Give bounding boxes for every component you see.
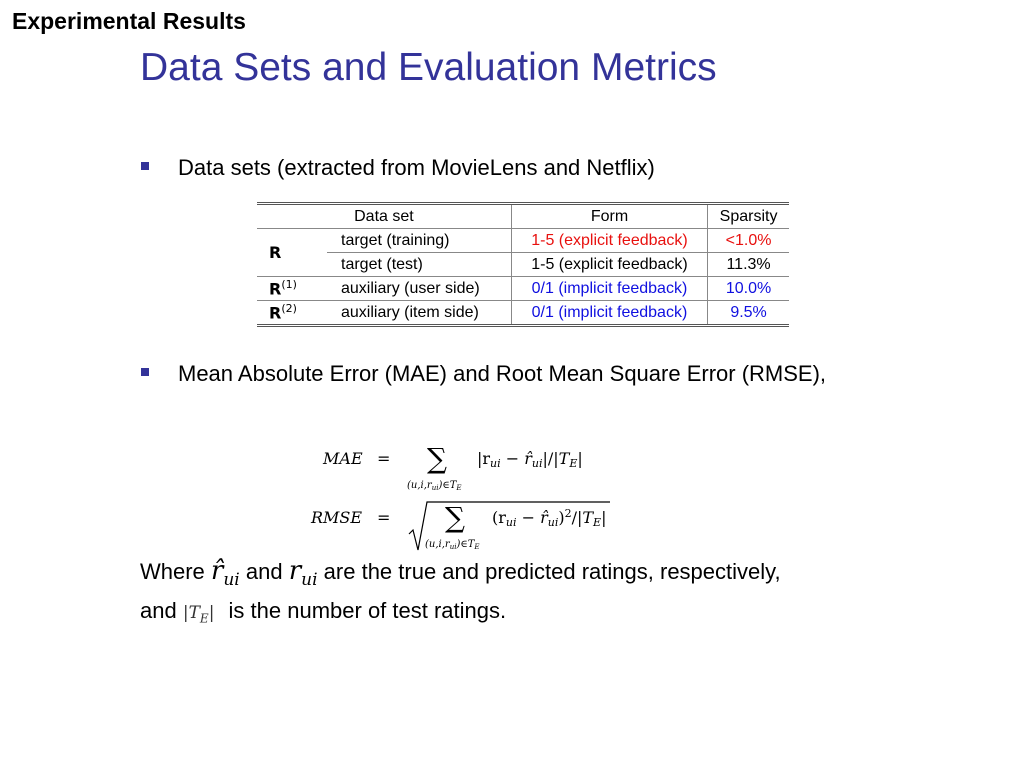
r-symbol: $r_{ui}$ — [288, 556, 318, 591]
data-set-table — [257, 202, 789, 327]
bullet-data-sets — [178, 152, 655, 183]
rmse-sum-subscript: $(u,i,r_{ui})\in T_E$ — [425, 539, 480, 551]
mae-sum-icon: ∑ — [427, 442, 447, 475]
col-header-form: Form — [511, 204, 707, 229]
rmse-equals: = — [377, 508, 391, 527]
col-header-sparsity: Sparsity — [708, 204, 789, 229]
matrix-symbol: $R^{(2)}$ — [269, 302, 297, 323]
metric-formulas — [305, 440, 625, 555]
data-set-name: auxiliary (item side) — [341, 303, 479, 321]
data-set-name: auxiliary (user side) — [327, 277, 511, 301]
note-text: is the number of test ratings. — [228, 598, 507, 623]
bullet-text: Mean Absolute Error (MAE) and Root Mean Square Error (RMSE), — [178, 361, 827, 386]
data-set-name: target (test) — [327, 253, 511, 277]
note-and: and — [245, 559, 283, 584]
rmse-sum-icon: ∑ — [445, 501, 465, 534]
note-where: Where — [140, 559, 205, 584]
rhat-symbol: $r̂_{ui}$ — [210, 556, 240, 591]
rmse-expression: (rui − r̂ui)$^2$/|TE| — [492, 507, 607, 529]
slide-title: Data Sets and Evaluation Metrics — [140, 46, 717, 89]
sparsity-cell: 11.3% — [708, 253, 789, 277]
table-row — [257, 253, 789, 277]
sparsity-cell: 9.5% — [708, 301, 789, 326]
table-row — [257, 277, 789, 301]
table-row — [257, 229, 789, 253]
table-row — [257, 301, 789, 326]
form-cell: 1-5 (explicit feedback) — [511, 253, 707, 277]
mae-label: MAE — [323, 449, 363, 468]
mae-sum-subscript: $(u,i,r_{ui})\in T_E$ — [407, 480, 462, 492]
sparsity-cell: 10.0% — [708, 277, 789, 301]
te-symbol: $|T_E|$ — [182, 603, 215, 626]
bullet-square-icon — [141, 162, 149, 170]
bullet-text: Data sets (extracted from MovieLens and Netflix) — [178, 155, 655, 180]
bullet-metrics — [178, 358, 958, 389]
bullet-square-icon — [141, 368, 149, 376]
note-text: are the true and predicted ratings, respectively, — [323, 559, 781, 584]
note-line-1 — [140, 556, 781, 590]
matrix-symbol: $R^{(1)}$ — [257, 277, 327, 301]
data-set-name: target (training) — [327, 229, 511, 253]
section-heading: Experimental Results — [12, 8, 246, 34]
note-and: and — [140, 598, 177, 623]
matrix-symbol: R — [257, 229, 327, 277]
col-header-data-set: Data set — [257, 204, 511, 229]
rmse-label: RMSE — [311, 508, 363, 527]
form-cell: 0/1 (implicit feedback) — [511, 277, 707, 301]
form-cell: 0/1 (implicit feedback) — [511, 301, 707, 326]
note-line-2 — [140, 598, 506, 625]
sparsity-cell: <1.0% — [708, 229, 789, 253]
mae-expression: |rui − r̂ui|/|TE| — [477, 449, 583, 470]
mae-equals: = — [377, 449, 391, 468]
form-cell: 1-5 (explicit feedback) — [511, 229, 707, 253]
